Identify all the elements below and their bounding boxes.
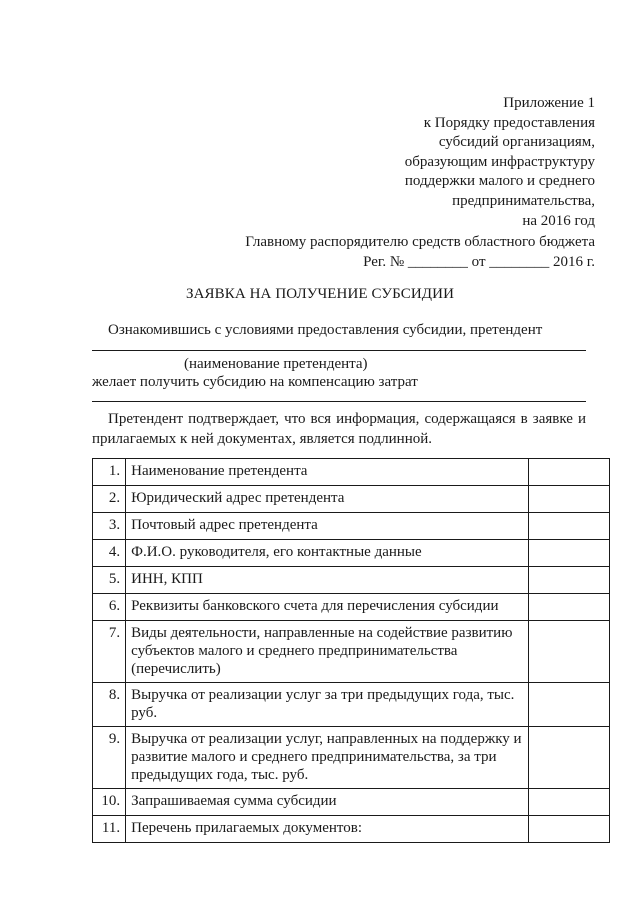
table-row — [93, 594, 610, 621]
row-number: 11. — [93, 816, 126, 843]
recipient-name: Главному распорядителю средств областного бюджета — [245, 234, 595, 250]
table-row — [93, 816, 610, 843]
table-row — [93, 486, 610, 513]
appendix-line: субсидий организациям, — [438, 134, 595, 151]
row-label: Виды деятельности, направленные на содействие развитию субъектов малого и среднего предпринимательства (перечислить) — [126, 621, 529, 683]
row-value-cell[interactable] — [528, 683, 609, 727]
row-number: 9. — [93, 727, 126, 789]
row-value-cell[interactable] — [528, 459, 609, 486]
row-label: Перечень прилагаемых документов: — [126, 816, 529, 843]
row-label: Юридический адрес претендента — [126, 486, 529, 513]
row-value-cell[interactable] — [528, 486, 609, 513]
row-number: 10. — [93, 789, 126, 816]
row-number: 3. — [93, 513, 126, 540]
applicant-name-line[interactable] — [92, 350, 586, 351]
row-label: ИНН, КПП — [126, 567, 529, 594]
appendix-line: Приложение 1 — [503, 95, 595, 111]
row-value-cell[interactable] — [528, 513, 609, 540]
appendix-line: поддержки малого и среднего — [404, 173, 595, 190]
appendix-header — [405, 94, 595, 231]
row-number: 4. — [93, 540, 126, 567]
row-label: Выручка от реализации услуг за три предыдущих года, тыс. руб. — [126, 683, 529, 727]
row-number: 7. — [93, 621, 126, 683]
table-row — [93, 540, 610, 567]
row-number: 2. — [93, 486, 126, 513]
table-row — [93, 567, 610, 594]
table-row — [93, 621, 610, 683]
recipient-block — [245, 232, 595, 272]
table-row — [93, 513, 610, 540]
row-number: 8. — [93, 683, 126, 727]
row-label: Ф.И.О. руководителя, его контактные данные — [126, 540, 529, 567]
appendix-line: на 2016 год — [522, 212, 595, 229]
document-title: ЗАЯВКА НА ПОЛУЧЕНИЕ СУБСИДИИ — [185, 286, 455, 302]
row-label: Выручка от реализации услуг, направленных на поддержку и развитие малого и среднего предпринимательства, за три предыдущих года, тыс. руб. — [126, 727, 529, 789]
row-value-cell[interactable] — [528, 789, 609, 816]
table-row — [93, 459, 610, 486]
table-row — [93, 789, 610, 816]
confirmation-text: Претендент подтверждает, что вся информация, содержащаяся в заявке и прилагаемых к ней документах, является подлинной. — [92, 411, 586, 447]
row-value-cell[interactable] — [528, 727, 609, 789]
row-value-cell[interactable] — [528, 594, 609, 621]
row-value-cell[interactable] — [528, 816, 609, 843]
row-label: Наименование претендента — [126, 459, 529, 486]
row-value-cell[interactable] — [528, 567, 609, 594]
row-label: Почтовый адрес претендента — [126, 513, 529, 540]
row-label: Запрашиваемая сумма субсидии — [126, 789, 529, 816]
purpose-line[interactable] — [92, 401, 586, 402]
row-number: 5. — [93, 567, 126, 594]
appendix-line: предпринимательства, — [452, 192, 595, 209]
table-row — [93, 727, 610, 789]
registration-number: Рег. № ________ от ________ 2016 г. — [363, 254, 595, 270]
row-number: 6. — [93, 594, 126, 621]
row-value-cell[interactable] — [528, 621, 609, 683]
table-row — [93, 683, 610, 727]
intro-text: Ознакомившись с условиями предоставления субсидии, претендент — [108, 322, 543, 338]
applicant-name-caption: (наименование претендента) — [184, 356, 368, 372]
row-value-cell[interactable] — [528, 540, 609, 567]
row-label: Реквизиты банковского счета для перечисления субсидии — [126, 594, 529, 621]
application-table — [92, 458, 610, 843]
appendix-line: к Порядку предоставления — [423, 114, 595, 131]
appendix-line: образующим инфраструктуру — [404, 153, 595, 170]
purpose-text: желает получить субсидию на компенсацию затрат — [92, 374, 418, 390]
row-number: 1. — [93, 459, 126, 486]
